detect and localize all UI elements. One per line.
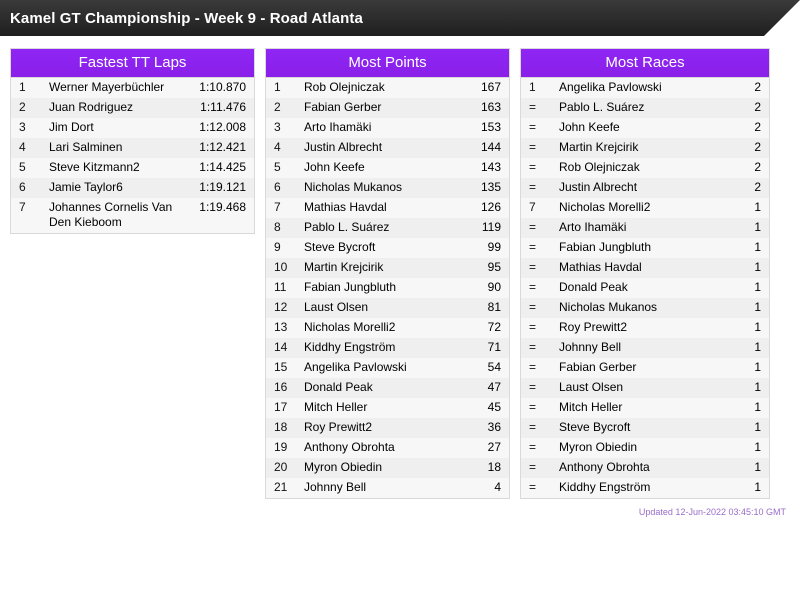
table-row bbox=[266, 438, 509, 458]
row-position: 1 bbox=[19, 80, 26, 94]
table-row bbox=[266, 278, 509, 298]
row-position: 4 bbox=[274, 140, 281, 154]
row-value: 1 bbox=[754, 200, 761, 214]
row-position: 8 bbox=[274, 220, 281, 234]
title-banner bbox=[0, 0, 800, 36]
row-driver-name: Martin Krejcirik bbox=[304, 260, 384, 274]
row-value: 119 bbox=[481, 220, 501, 234]
row-driver-name: Roy Prewitt2 bbox=[559, 320, 628, 334]
row-driver-name: Werner Mayerbüchler bbox=[49, 80, 165, 94]
row-value: 1 bbox=[754, 420, 761, 434]
row-value: 144 bbox=[480, 140, 501, 154]
board-most-races bbox=[520, 48, 770, 499]
row-driver-name: Anthony Obrohta bbox=[304, 440, 395, 454]
row-driver-name: Steve Kitzmann2 bbox=[49, 160, 140, 174]
row-driver-name: Jim Dort bbox=[49, 120, 94, 134]
row-position: 1 bbox=[529, 80, 536, 94]
table-row bbox=[521, 358, 769, 378]
row-value: 71 bbox=[487, 340, 501, 354]
row-driver-name: John Keefe bbox=[304, 160, 365, 174]
row-position: 3 bbox=[19, 120, 26, 134]
row-value: 1 bbox=[754, 320, 761, 334]
table-row bbox=[266, 318, 509, 338]
row-driver-name: Fabian Jungbluth bbox=[304, 280, 397, 294]
table-row bbox=[521, 418, 769, 438]
table-row bbox=[521, 438, 769, 458]
row-driver-name: Fabian Jungbluth bbox=[559, 240, 652, 254]
table-row bbox=[266, 178, 509, 198]
row-driver-name: Laust Olsen bbox=[559, 380, 624, 394]
updated-timestamp: Updated 12-Jun-2022 03:45:10 GMT bbox=[638, 507, 786, 517]
table-row bbox=[266, 98, 509, 118]
row-value: 1:19.121 bbox=[199, 180, 246, 194]
row-value: 143 bbox=[480, 160, 501, 174]
row-driver-name: Pablo L. Suárez bbox=[304, 220, 390, 234]
row-position: 9 bbox=[274, 240, 281, 254]
table-row bbox=[266, 238, 509, 258]
row-value: 54 bbox=[487, 360, 501, 374]
row-value: 47 bbox=[487, 380, 501, 394]
row-position: = bbox=[529, 420, 537, 434]
row-position: 10 bbox=[274, 260, 288, 274]
row-value: 1 bbox=[754, 280, 761, 294]
table-row bbox=[266, 358, 509, 378]
board-title-most-points: Most Points bbox=[266, 49, 509, 78]
row-value: 2 bbox=[754, 140, 761, 154]
row-driver-name: Angelika Pavlowski bbox=[304, 360, 407, 374]
row-value: 1:12.421 bbox=[199, 140, 246, 154]
row-position: = bbox=[529, 460, 537, 474]
table-most-races bbox=[521, 78, 769, 498]
row-value: 153 bbox=[480, 120, 501, 134]
table-row bbox=[266, 338, 509, 358]
table-row bbox=[11, 178, 254, 198]
row-value: 45 bbox=[487, 400, 501, 414]
board-title-most-races: Most Races bbox=[521, 49, 769, 78]
row-value: 1 bbox=[754, 460, 761, 474]
row-position: 14 bbox=[274, 340, 288, 354]
row-value: 126 bbox=[480, 200, 501, 214]
table-body-most-points bbox=[266, 78, 509, 498]
row-value: 1 bbox=[754, 440, 761, 454]
row-value: 1 bbox=[754, 260, 761, 274]
table-row bbox=[521, 158, 769, 178]
row-position: 18 bbox=[274, 420, 288, 434]
row-value: 36 bbox=[487, 420, 501, 434]
row-value: 72 bbox=[487, 320, 501, 334]
row-driver-name: Myron Obiedin bbox=[304, 460, 383, 474]
table-fastest-tt-laps bbox=[11, 78, 254, 233]
row-value: 1 bbox=[754, 400, 761, 414]
row-driver-name: Fabian Gerber bbox=[559, 360, 637, 374]
row-driver-name: Jamie Taylor6 bbox=[49, 180, 123, 194]
row-position: = bbox=[529, 400, 537, 414]
row-position: = bbox=[529, 280, 537, 294]
row-position: 2 bbox=[274, 100, 281, 114]
row-driver-name: Angelika Pavlowski bbox=[559, 80, 662, 94]
page-title: Kamel GT Championship - Week 9 - Road Atlanta bbox=[10, 9, 363, 27]
table-row bbox=[521, 398, 769, 418]
table-row bbox=[266, 418, 509, 438]
row-value: 2 bbox=[754, 120, 761, 134]
row-driver-name: Kiddhy Engström bbox=[559, 480, 651, 494]
row-value: 4 bbox=[494, 480, 501, 494]
row-value: 81 bbox=[487, 300, 501, 314]
row-position: = bbox=[529, 140, 537, 154]
row-position: 21 bbox=[274, 480, 288, 494]
row-position: = bbox=[529, 440, 537, 454]
row-driver-name: Laust Olsen bbox=[304, 300, 369, 314]
row-position: 4 bbox=[19, 140, 26, 154]
row-driver-name: Johnny Bell bbox=[559, 340, 622, 354]
row-driver-name: Justin Albrecht bbox=[559, 180, 638, 194]
row-value: 90 bbox=[487, 280, 501, 294]
row-position: = bbox=[529, 380, 537, 394]
row-position: 16 bbox=[274, 380, 288, 394]
row-driver-name: Juan Rodriguez bbox=[49, 100, 134, 114]
row-driver-name: Nicholas Mukanos bbox=[559, 300, 658, 314]
row-position: 5 bbox=[19, 160, 26, 174]
row-value: 1:12.008 bbox=[199, 120, 246, 134]
table-row bbox=[521, 198, 769, 218]
row-position: = bbox=[529, 300, 537, 314]
row-driver-name: Arto Ihamäki bbox=[559, 220, 627, 234]
row-position: 17 bbox=[274, 400, 288, 414]
row-position: = bbox=[529, 160, 537, 174]
row-driver-name: Donald Peak bbox=[304, 380, 373, 394]
board-most-points bbox=[265, 48, 510, 499]
table-row bbox=[266, 478, 509, 498]
row-driver-name: Donald Peak bbox=[559, 280, 628, 294]
table-row bbox=[521, 138, 769, 158]
row-driver-name: Fabian Gerber bbox=[304, 100, 382, 114]
row-value: 1 bbox=[754, 240, 761, 254]
row-position: = bbox=[529, 320, 537, 334]
row-position: 1 bbox=[274, 80, 281, 94]
row-value: 167 bbox=[480, 80, 501, 94]
row-position: = bbox=[529, 100, 537, 114]
row-driver-name: John Keefe bbox=[559, 120, 620, 134]
table-body-fastest-tt-laps bbox=[11, 78, 254, 233]
row-driver-name: Steve Bycroft bbox=[559, 420, 631, 434]
row-driver-name: Johannes Cornelis Van Den Kieboom bbox=[49, 200, 173, 229]
row-position: 11 bbox=[274, 280, 287, 294]
table-row bbox=[266, 458, 509, 478]
row-position: 7 bbox=[274, 200, 281, 214]
table-body-most-races bbox=[521, 78, 769, 498]
row-position: 15 bbox=[274, 360, 288, 374]
row-driver-name: Martin Krejcirik bbox=[559, 140, 639, 154]
row-driver-name: Nicholas Morelli2 bbox=[304, 320, 396, 334]
table-row bbox=[521, 98, 769, 118]
table-row bbox=[11, 138, 254, 158]
table-row bbox=[521, 458, 769, 478]
row-position: 2 bbox=[19, 100, 26, 114]
row-value: 1:10.870 bbox=[199, 80, 246, 94]
table-row bbox=[521, 178, 769, 198]
row-position: = bbox=[529, 340, 537, 354]
row-driver-name: Rob Olejniczak bbox=[559, 160, 640, 174]
board-fastest-tt-laps bbox=[10, 48, 255, 234]
row-driver-name: Johnny Bell bbox=[304, 480, 367, 494]
row-value: 163 bbox=[480, 100, 501, 114]
row-value: 1 bbox=[754, 360, 761, 374]
row-value: 1 bbox=[754, 220, 761, 234]
row-driver-name: Justin Albrecht bbox=[304, 140, 383, 154]
row-value: 18 bbox=[487, 460, 501, 474]
table-row bbox=[521, 378, 769, 398]
row-driver-name: Nicholas Morelli2 bbox=[559, 200, 651, 214]
row-position: 3 bbox=[274, 120, 281, 134]
row-value: 27 bbox=[487, 440, 501, 454]
table-row bbox=[266, 378, 509, 398]
table-row bbox=[521, 238, 769, 258]
row-value: 2 bbox=[754, 180, 761, 194]
table-row bbox=[11, 158, 254, 178]
row-value: 1 bbox=[754, 340, 761, 354]
row-position: 19 bbox=[274, 440, 288, 454]
table-row bbox=[521, 258, 769, 278]
row-value: 1:11.476 bbox=[200, 100, 246, 114]
row-driver-name: Mitch Heller bbox=[559, 400, 623, 414]
table-row bbox=[521, 218, 769, 238]
board-title-fastest-tt-laps: Fastest TT Laps bbox=[11, 49, 254, 78]
table-row bbox=[11, 198, 254, 233]
row-position: 13 bbox=[274, 320, 288, 334]
row-value: 2 bbox=[754, 80, 761, 94]
table-row bbox=[266, 218, 509, 238]
row-position: = bbox=[529, 120, 537, 134]
row-driver-name: Nicholas Mukanos bbox=[304, 180, 403, 194]
row-value: 2 bbox=[754, 100, 761, 114]
row-position: 12 bbox=[274, 300, 288, 314]
table-row bbox=[11, 118, 254, 138]
row-value: 99 bbox=[487, 240, 501, 254]
row-driver-name: Roy Prewitt2 bbox=[304, 420, 373, 434]
row-driver-name: Mathias Havdal bbox=[559, 260, 642, 274]
row-driver-name: Steve Bycroft bbox=[304, 240, 376, 254]
leaderboards-container bbox=[0, 36, 800, 499]
row-position: = bbox=[529, 240, 537, 254]
row-position: = bbox=[529, 180, 537, 194]
table-row bbox=[266, 298, 509, 318]
table-row bbox=[521, 278, 769, 298]
row-driver-name: Lari Salminen bbox=[49, 140, 123, 154]
table-row bbox=[521, 78, 769, 98]
table-row bbox=[266, 78, 509, 98]
table-row bbox=[11, 78, 254, 98]
row-value: 1:19.468 bbox=[199, 200, 246, 214]
row-driver-name: Myron Obiedin bbox=[559, 440, 638, 454]
row-position: = bbox=[529, 260, 537, 274]
table-row bbox=[266, 198, 509, 218]
table-row bbox=[266, 118, 509, 138]
row-driver-name: Mathias Havdal bbox=[304, 200, 387, 214]
row-driver-name: Rob Olejniczak bbox=[304, 80, 385, 94]
row-value: 1:14.425 bbox=[199, 160, 246, 174]
row-position: 7 bbox=[19, 200, 26, 214]
table-row bbox=[266, 158, 509, 178]
row-value: 2 bbox=[754, 160, 761, 174]
table-row bbox=[521, 318, 769, 338]
row-driver-name: Pablo L. Suárez bbox=[559, 100, 645, 114]
row-driver-name: Anthony Obrohta bbox=[559, 460, 650, 474]
table-row bbox=[521, 298, 769, 318]
table-row bbox=[266, 398, 509, 418]
row-position: 6 bbox=[274, 180, 281, 194]
row-position: 7 bbox=[529, 200, 536, 214]
row-value: 135 bbox=[480, 180, 501, 194]
row-position: 20 bbox=[274, 460, 288, 474]
row-position: = bbox=[529, 220, 537, 234]
row-driver-name: Arto Ihamäki bbox=[304, 120, 372, 134]
row-position: 5 bbox=[274, 160, 281, 174]
row-driver-name: Mitch Heller bbox=[304, 400, 368, 414]
row-value: 95 bbox=[487, 260, 501, 274]
table-row bbox=[521, 478, 769, 498]
table-row bbox=[521, 118, 769, 138]
row-position: 6 bbox=[19, 180, 26, 194]
row-value: 1 bbox=[754, 380, 761, 394]
row-position: = bbox=[529, 480, 537, 494]
table-row bbox=[521, 338, 769, 358]
table-row bbox=[11, 98, 254, 118]
banner-corner-notch bbox=[764, 0, 800, 36]
row-position: = bbox=[529, 360, 537, 374]
row-driver-name: Kiddhy Engström bbox=[304, 340, 396, 354]
row-value: 1 bbox=[754, 480, 761, 494]
row-value: 1 bbox=[754, 300, 761, 314]
table-most-points bbox=[266, 78, 509, 498]
table-row bbox=[266, 258, 509, 278]
table-row bbox=[266, 138, 509, 158]
